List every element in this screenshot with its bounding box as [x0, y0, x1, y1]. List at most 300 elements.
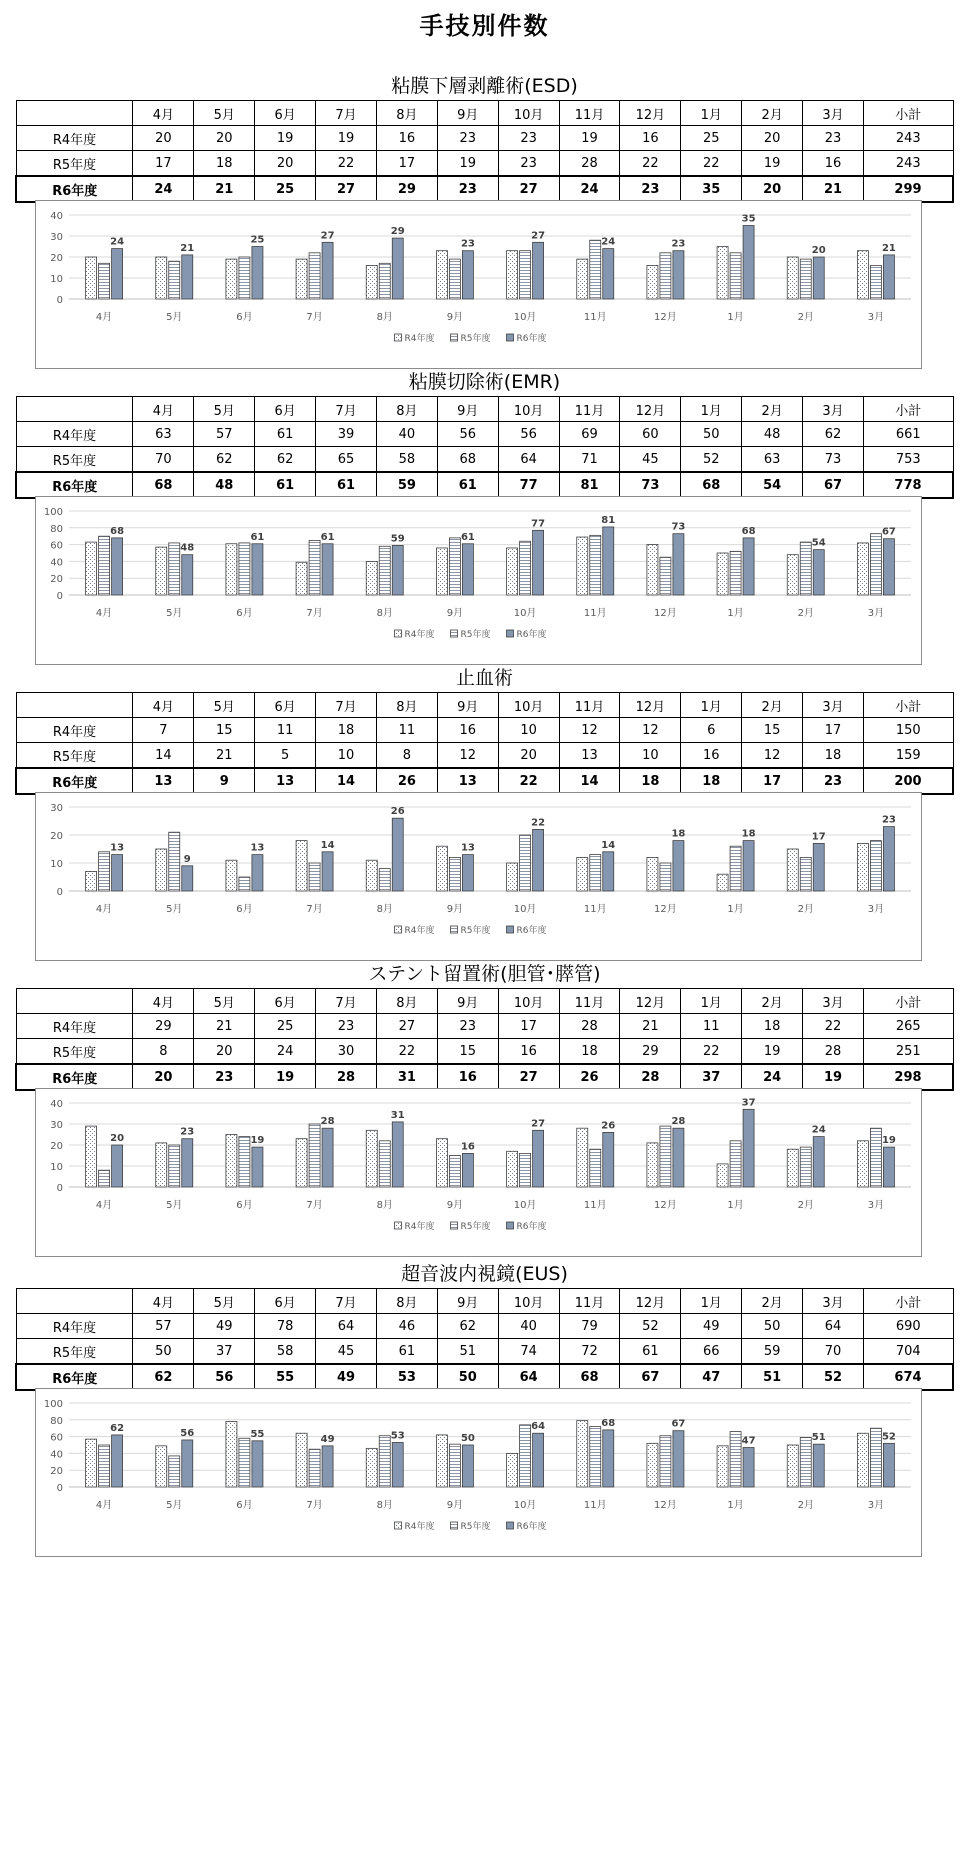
corner-cell: [16, 693, 133, 718]
data-label: 73: [671, 521, 686, 533]
y-tick-label: 80: [50, 1415, 63, 1427]
bar-R4年度-10月: [507, 1151, 518, 1187]
bar-R4年度-10月: [507, 863, 518, 891]
month-header: 3月: [803, 397, 864, 422]
bar-R6年度-8月: [392, 1442, 403, 1487]
bar-R6年度-1月: [743, 1448, 754, 1487]
legend-swatch: [507, 630, 514, 637]
bar-R4年度-11月: [577, 857, 588, 891]
value-cell: 13: [437, 768, 498, 794]
value-cell: 18: [681, 768, 742, 794]
month-header: 11月: [559, 989, 620, 1014]
subtotal-cell: 690: [863, 1314, 953, 1339]
value-cell: 8: [133, 1039, 194, 1065]
value-cell: 17: [803, 718, 864, 743]
value-cell: 18: [803, 743, 864, 769]
value-cell: 13: [133, 768, 194, 794]
bar-R5年度-9月: [449, 259, 460, 299]
bar-R4年度-3月: [857, 843, 868, 891]
subtotal-header: 小計: [863, 989, 953, 1014]
subtotal-cell: 778: [863, 472, 953, 498]
data-label: 29: [390, 226, 405, 238]
value-cell: 11: [681, 1014, 742, 1039]
data-label: 14: [601, 839, 616, 851]
y-tick-label: 30: [50, 1120, 63, 1131]
table-row: [16, 447, 953, 473]
bar-R4年度-9月: [436, 548, 447, 595]
value-cell: 35: [681, 176, 742, 202]
data-label: 51: [811, 1432, 826, 1444]
bar-R5年度-8月: [379, 1436, 390, 1487]
value-cell: 12: [620, 718, 681, 743]
value-cell: 23: [316, 1014, 377, 1039]
legend-swatch: [395, 1222, 402, 1229]
value-cell: 20: [194, 126, 255, 151]
subtotal-cell: 704: [863, 1339, 953, 1365]
bar-R4年度-11月: [577, 537, 588, 595]
bar-R4年度-4月: [86, 257, 97, 299]
legend-swatch: [395, 926, 402, 933]
x-tick-label: 7月: [306, 904, 323, 915]
y-tick-label: 20: [50, 1466, 63, 1478]
month-header: 10月: [498, 397, 559, 422]
x-tick-label: 10月: [513, 1200, 537, 1211]
bar-R4年度-3月: [857, 1433, 868, 1487]
bar-R6年度-7月: [322, 544, 333, 595]
row-label: R6年度: [16, 1364, 133, 1390]
y-tick-label: 0: [56, 887, 63, 898]
value-cell: 23: [803, 768, 864, 794]
bar-R4年度-12月: [647, 1443, 658, 1487]
data-label: 28: [320, 1116, 335, 1128]
bar-R5年度-3月: [870, 1128, 881, 1187]
value-cell: 15: [194, 718, 255, 743]
bar-R6年度-12月: [673, 1431, 684, 1487]
y-tick-label: 20: [50, 574, 63, 586]
bar-R6年度-4月: [112, 538, 123, 595]
x-tick-label: 10月: [513, 608, 537, 619]
bar-R4年度-2月: [787, 1445, 798, 1487]
bar-R5年度-6月: [239, 1438, 250, 1487]
page-title: 手技別件数: [419, 12, 550, 40]
bar-R6年度-4月: [112, 1145, 123, 1187]
x-tick-label: 12月: [654, 1500, 677, 1511]
x-tick-label: 10月: [513, 1500, 537, 1511]
value-cell: 50: [681, 422, 742, 447]
value-cell: 19: [803, 1064, 864, 1090]
data-label: 68: [601, 1417, 616, 1429]
data-label: 19: [250, 1135, 265, 1147]
value-cell: 14: [133, 743, 194, 769]
bar-R5年度-2月: [800, 857, 811, 891]
table-row: [16, 718, 953, 743]
value-cell: 67: [620, 1364, 681, 1390]
bar-R4年度-6月: [226, 860, 237, 891]
bar-R6年度-1月: [743, 1109, 754, 1187]
table-row: [16, 1339, 953, 1365]
bar-R5年度-9月: [449, 1156, 460, 1188]
month-header: 4月: [133, 1289, 194, 1314]
value-cell: 40: [498, 1314, 559, 1339]
bar-R6年度-2月: [813, 1444, 824, 1487]
value-cell: 18: [559, 1039, 620, 1065]
x-tick-label: 9月: [446, 608, 464, 619]
bar-R5年度-6月: [239, 877, 250, 891]
legend-label: R6年度: [516, 1522, 547, 1532]
value-cell: 56: [194, 1364, 255, 1390]
value-cell: 61: [376, 1339, 437, 1365]
bar-R4年度-12月: [647, 1143, 658, 1187]
month-header: 11月: [559, 397, 620, 422]
value-cell: 23: [437, 1014, 498, 1039]
value-cell: 17: [498, 1014, 559, 1039]
x-tick-label: 5月: [166, 608, 183, 619]
subtotal-cell: 159: [863, 743, 953, 769]
value-cell: 68: [559, 1364, 620, 1390]
legend-swatch: [451, 334, 458, 341]
row-label: R5年度: [16, 1339, 133, 1365]
value-cell: 52: [681, 447, 742, 473]
table-row: [16, 1314, 953, 1339]
value-cell: 26: [559, 1064, 620, 1090]
value-cell: 8: [376, 743, 437, 769]
x-tick-label: 6月: [236, 1200, 253, 1211]
value-cell: 28: [316, 1064, 377, 1090]
value-cell: 73: [620, 472, 681, 498]
row-label: R4年度: [16, 126, 133, 151]
bar-R4年度-3月: [857, 251, 868, 299]
value-cell: 48: [194, 472, 255, 498]
bar-R4年度-12月: [647, 265, 658, 299]
x-tick-label: 12月: [654, 312, 677, 323]
row-label: R6年度: [16, 176, 133, 202]
bar-R5年度-7月: [309, 540, 320, 595]
subtotal-cell: 200: [863, 768, 953, 794]
data-label: 13: [250, 842, 265, 854]
bar-R5年度-4月: [99, 852, 110, 891]
subtotal-cell: 674: [863, 1364, 953, 1390]
value-cell: 27: [498, 176, 559, 202]
month-header: 5月: [194, 693, 255, 718]
data-label: 53: [390, 1430, 405, 1442]
bar-R5年度-10月: [520, 1153, 531, 1187]
data-label: 48: [180, 542, 195, 554]
legend-label: R6年度: [516, 630, 547, 640]
value-cell: 49: [194, 1314, 255, 1339]
data-label: 47: [741, 1435, 756, 1447]
value-cell: 19: [742, 1039, 803, 1065]
y-tick-label: 0: [56, 295, 63, 306]
subtotal-cell: 298: [863, 1064, 953, 1090]
value-cell: 20: [255, 151, 316, 177]
month-header: 5月: [194, 1289, 255, 1314]
value-cell: 23: [498, 151, 559, 177]
y-tick-label: 40: [50, 1099, 63, 1110]
data-label: 64: [531, 1421, 546, 1433]
value-cell: 16: [437, 1064, 498, 1090]
bar-R6年度-8月: [392, 1122, 403, 1187]
legend-label: R5年度: [460, 1522, 491, 1532]
value-cell: 61: [437, 472, 498, 498]
table-row: [16, 768, 953, 794]
data-label: 25: [250, 234, 265, 246]
bar-R4年度-10月: [507, 1453, 518, 1487]
section-title: 粘膜下層剥離術(ESD): [391, 75, 578, 97]
bar-R5年度-7月: [309, 1449, 320, 1487]
bar-R6年度-8月: [392, 545, 403, 595]
x-tick-label: 2月: [797, 1200, 814, 1211]
value-cell: 25: [255, 176, 316, 202]
legend-swatch: [395, 630, 402, 637]
value-cell: 61: [316, 472, 377, 498]
data-label: 27: [320, 230, 335, 242]
x-tick-label: 6月: [236, 312, 253, 323]
value-cell: 78: [255, 1314, 316, 1339]
bar-R5年度-11月: [590, 535, 601, 595]
value-cell: 59: [376, 472, 437, 498]
value-cell: 11: [376, 718, 437, 743]
data-label: 21: [180, 242, 195, 254]
bar-R4年度-9月: [436, 846, 447, 891]
value-cell: 46: [376, 1314, 437, 1339]
month-header: 8月: [376, 1289, 437, 1314]
data-table: [15, 692, 954, 795]
bar-R6年度-6月: [252, 855, 263, 891]
x-tick-label: 3月: [867, 1500, 885, 1511]
value-cell: 22: [681, 1039, 742, 1065]
value-cell: 19: [255, 126, 316, 151]
x-tick-label: 7月: [306, 1200, 323, 1211]
value-cell: 51: [437, 1339, 498, 1365]
value-cell: 23: [194, 1064, 255, 1090]
bar-R5年度-2月: [800, 259, 811, 299]
legend-label: R4年度: [404, 926, 435, 936]
table-row: [16, 1064, 953, 1090]
value-cell: 12: [559, 718, 620, 743]
bar-R5年度-8月: [379, 1141, 390, 1187]
month-header: 11月: [559, 1289, 620, 1314]
value-cell: 79: [559, 1314, 620, 1339]
subtotal-header: 小計: [863, 1289, 953, 1314]
x-tick-label: 1月: [727, 1200, 744, 1211]
x-tick-label: 2月: [797, 904, 814, 915]
bar-R6年度-6月: [252, 1441, 263, 1487]
data-label: 20: [110, 1133, 125, 1144]
value-cell: 17: [742, 768, 803, 794]
month-header: 11月: [559, 101, 620, 126]
value-cell: 20: [498, 743, 559, 769]
bar-R4年度-7月: [296, 1139, 307, 1187]
month-header: 4月: [133, 989, 194, 1014]
month-header: 2月: [742, 101, 803, 126]
data-label: 67: [881, 526, 896, 538]
value-cell: 58: [255, 1339, 316, 1365]
bar-R6年度-9月: [462, 1153, 473, 1187]
legend-label: R6年度: [516, 334, 547, 344]
value-cell: 23: [437, 126, 498, 151]
value-cell: 81: [559, 472, 620, 498]
y-tick-label: 80: [50, 523, 63, 535]
data-label: 27: [531, 1118, 546, 1130]
bar-chart: [35, 1388, 922, 1557]
month-header: 1月: [681, 1289, 742, 1314]
value-cell: 10: [316, 743, 377, 769]
bar-R5年度-6月: [239, 1137, 250, 1187]
bar-R4年度-9月: [436, 1435, 447, 1487]
value-cell: 59: [742, 1339, 803, 1365]
value-cell: 20: [194, 1039, 255, 1065]
x-tick-label: 5月: [166, 904, 183, 915]
bar-R5年度-4月: [99, 536, 110, 595]
bar-R4年度-5月: [156, 1143, 167, 1187]
bar-R4年度-5月: [156, 547, 167, 595]
bar-R4年度-6月: [226, 1421, 237, 1487]
bar-R4年度-5月: [156, 849, 167, 891]
y-tick-label: 100: [43, 1399, 63, 1410]
bar-R6年度-11月: [603, 249, 614, 299]
bar-chart-svg: [36, 793, 921, 960]
row-label: R6年度: [16, 768, 133, 794]
legend-label: R5年度: [460, 630, 491, 640]
data-label: 54: [811, 537, 826, 549]
value-cell: 22: [498, 768, 559, 794]
value-cell: 28: [559, 1014, 620, 1039]
x-tick-label: 8月: [376, 904, 393, 915]
value-cell: 61: [255, 472, 316, 498]
bar-R4年度-7月: [296, 562, 307, 595]
bar-R5年度-1月: [730, 1141, 741, 1187]
section-title: ステント留置術(胆管･膵管): [368, 963, 601, 985]
value-cell: 19: [316, 126, 377, 151]
value-cell: 52: [803, 1364, 864, 1390]
value-cell: 56: [498, 422, 559, 447]
value-cell: 64: [316, 1314, 377, 1339]
data-label: 62: [110, 1422, 125, 1434]
x-tick-label: 11月: [583, 312, 607, 323]
value-cell: 68: [681, 472, 742, 498]
bar-R5年度-12月: [660, 1436, 671, 1487]
bar-R6年度-5月: [182, 555, 193, 595]
data-label: 13: [460, 842, 475, 854]
x-tick-label: 3月: [867, 312, 885, 323]
value-cell: 64: [498, 447, 559, 473]
bar-R6年度-7月: [322, 242, 333, 299]
legend-swatch: [451, 630, 458, 637]
value-cell: 53: [376, 1364, 437, 1390]
y-tick-label: 30: [50, 232, 63, 243]
data-label: 28: [671, 1116, 686, 1128]
value-cell: 10: [498, 718, 559, 743]
month-header: 9月: [437, 101, 498, 126]
month-header: 5月: [194, 989, 255, 1014]
value-cell: 13: [255, 768, 316, 794]
bar-R5年度-5月: [169, 1456, 180, 1487]
data-label: 68: [110, 525, 125, 537]
value-cell: 50: [133, 1339, 194, 1365]
x-tick-label: 7月: [306, 312, 323, 323]
month-header: 1月: [681, 989, 742, 1014]
value-cell: 64: [803, 1314, 864, 1339]
value-cell: 47: [681, 1364, 742, 1390]
y-tick-label: 40: [50, 1449, 63, 1461]
bar-R5年度-9月: [449, 857, 460, 891]
bar-R4年度-4月: [86, 1439, 97, 1487]
x-tick-label: 1月: [727, 608, 744, 619]
bar-R6年度-7月: [322, 1128, 333, 1187]
bar-R6年度-4月: [112, 1435, 123, 1487]
bar-R6年度-2月: [813, 1137, 824, 1187]
y-tick-label: 20: [50, 253, 63, 264]
data-table: [15, 396, 954, 499]
bar-R4年度-7月: [296, 259, 307, 299]
y-tick-label: 10: [50, 1162, 63, 1173]
bar-R6年度-11月: [603, 1430, 614, 1487]
value-cell: 21: [194, 176, 255, 202]
value-cell: 24: [559, 176, 620, 202]
value-cell: 64: [498, 1364, 559, 1390]
value-cell: 67: [803, 472, 864, 498]
bar-R4年度-6月: [226, 259, 237, 299]
corner-cell: [16, 1289, 133, 1314]
data-label: 59: [390, 533, 405, 545]
month-header: 2月: [742, 397, 803, 422]
table-row: [16, 472, 953, 498]
table-row: [16, 1364, 953, 1390]
x-tick-label: 2月: [797, 312, 814, 323]
data-label: 81: [601, 514, 616, 526]
value-cell: 17: [376, 151, 437, 177]
month-header: 10月: [498, 693, 559, 718]
x-tick-label: 3月: [867, 1200, 885, 1211]
y-tick-label: 0: [56, 1183, 63, 1194]
bar-R6年度-6月: [252, 1147, 263, 1187]
bar-R6年度-9月: [462, 544, 473, 595]
table-row: [16, 422, 953, 447]
value-cell: 65: [316, 447, 377, 473]
month-header: 8月: [376, 397, 437, 422]
data-label: 18: [741, 828, 756, 840]
data-label: 52: [881, 1431, 896, 1443]
section-1: [0, 74, 969, 370]
bar-R6年度-2月: [813, 257, 824, 299]
bar-R4年度-2月: [787, 849, 798, 891]
data-table: [15, 988, 954, 1091]
subtotal-cell: 243: [863, 151, 953, 177]
data-label: 50: [460, 1433, 475, 1444]
bar-R5年度-4月: [99, 1170, 110, 1187]
bar-R5年度-2月: [800, 542, 811, 595]
x-tick-label: 12月: [654, 608, 677, 619]
value-cell: 50: [437, 1364, 498, 1390]
y-tick-label: 20: [50, 1141, 63, 1152]
data-label: 24: [601, 236, 616, 248]
bar-R5年度-3月: [870, 265, 881, 299]
data-label: 61: [250, 531, 265, 543]
value-cell: 15: [742, 718, 803, 743]
x-tick-label: 2月: [797, 608, 814, 619]
bar-R4年度-1月: [717, 1164, 728, 1187]
section-title: 超音波内視鏡(EUS): [401, 1263, 568, 1285]
value-cell: 28: [559, 151, 620, 177]
x-tick-label: 8月: [376, 312, 393, 323]
bar-R5年度-3月: [870, 1428, 881, 1487]
value-cell: 45: [316, 1339, 377, 1365]
value-cell: 18: [194, 151, 255, 177]
section-title: 止血術: [455, 667, 513, 689]
bar-R4年度-6月: [226, 1135, 237, 1188]
value-cell: 9: [194, 768, 255, 794]
bar-R4年度-1月: [717, 553, 728, 595]
